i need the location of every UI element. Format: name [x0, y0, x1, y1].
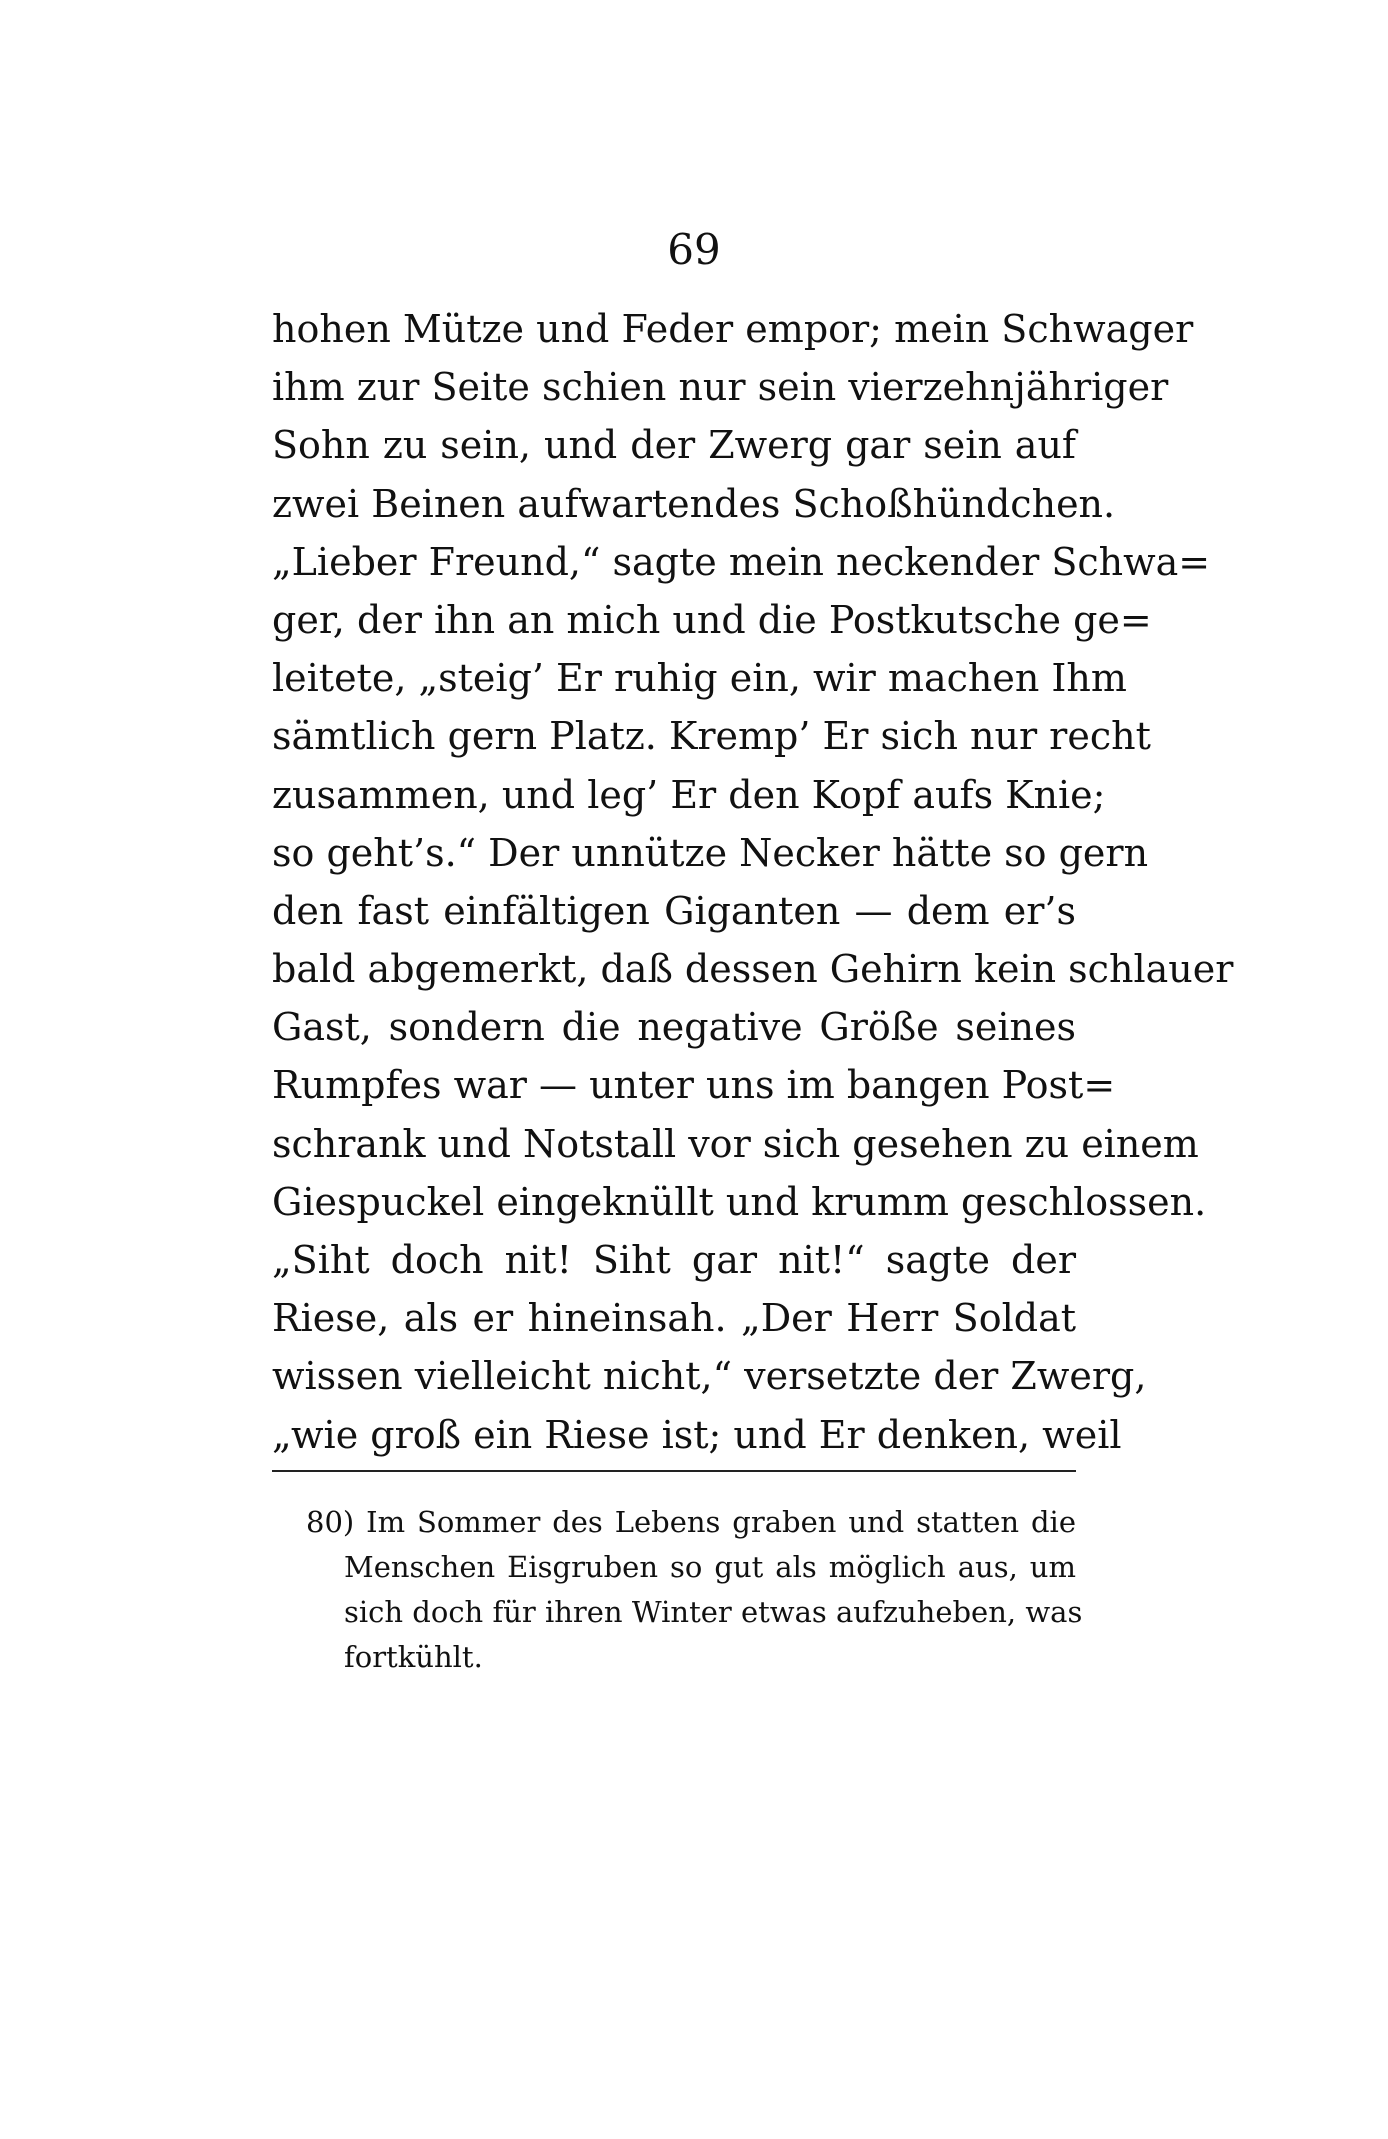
page-number: 69	[667, 225, 721, 274]
footnote-line: sich doch für ihren Winter etwas aufzuheben, was	[344, 1595, 1083, 1629]
text-line: „Siht doch nit! Siht gar nit!“ sagte der	[272, 1238, 1076, 1282]
text-line: hohen Mütze und Feder empor; mein Schwager	[272, 307, 1194, 351]
text-line: ger, der ihn an mich und die Postkutsche ge=	[272, 597, 1152, 642]
text-line: Riese, als er hineinsah. „Der Herr Soldat	[272, 1296, 1076, 1341]
footnote-line: fortkühlt.	[344, 1640, 483, 1674]
text-line: Sohn zu sein, und der Zwerg gar sein auf	[272, 423, 1076, 468]
text-line: Gast, sondern die negative Größe seines	[272, 1005, 1076, 1050]
text-line: wissen vielleicht nicht,“ versetzte der Zwerg,	[272, 1354, 1147, 1399]
text-line: „wie groß ein Riese ist; und Er denken, weil	[272, 1412, 1122, 1457]
text-line: bald abgemerkt, daß dessen Gehirn kein schlauer	[272, 947, 1234, 992]
text-line: ihm zur Seite schien nur sein vierzehnjähriger	[272, 365, 1169, 410]
text-line: zwei Beinen aufwartendes Schoßhündchen.	[272, 481, 1116, 526]
text-line: „Lieber Freund,“ sagte mein neckender Schwa=	[272, 539, 1211, 584]
text-line: schrank und Notstall vor sich gesehen zu einem	[272, 1121, 1199, 1166]
text-line: Giespuckel eingeknüllt und krumm geschlossen.	[272, 1179, 1207, 1224]
footnote	[306, 1500, 1083, 1680]
text-line: Rumpfes war — unter uns im bangen Post=	[272, 1063, 1116, 1108]
main-text	[272, 300, 1234, 1464]
footnote-line: 80) Im Sommer des Lebens graben und statten die	[306, 1505, 1076, 1539]
text-line: zusammen, und leg’ Er den Kopf aufs Knie;	[272, 772, 1106, 817]
text-line: sämtlich gern Platz. Kremp’ Er sich nur recht	[272, 714, 1151, 759]
text-line: leitete, „steig’ Er ruhig ein, wir machen Ihm	[272, 656, 1127, 701]
text-line: den fast einfältigen Giganten — dem er’s	[272, 888, 1076, 933]
text-line: so geht’s.“ Der unnütze Necker hätte so gern	[272, 830, 1149, 875]
footnote-divider	[272, 1470, 1076, 1472]
footnote-line: Menschen Eisgruben so gut als möglich aus, um	[344, 1550, 1076, 1584]
